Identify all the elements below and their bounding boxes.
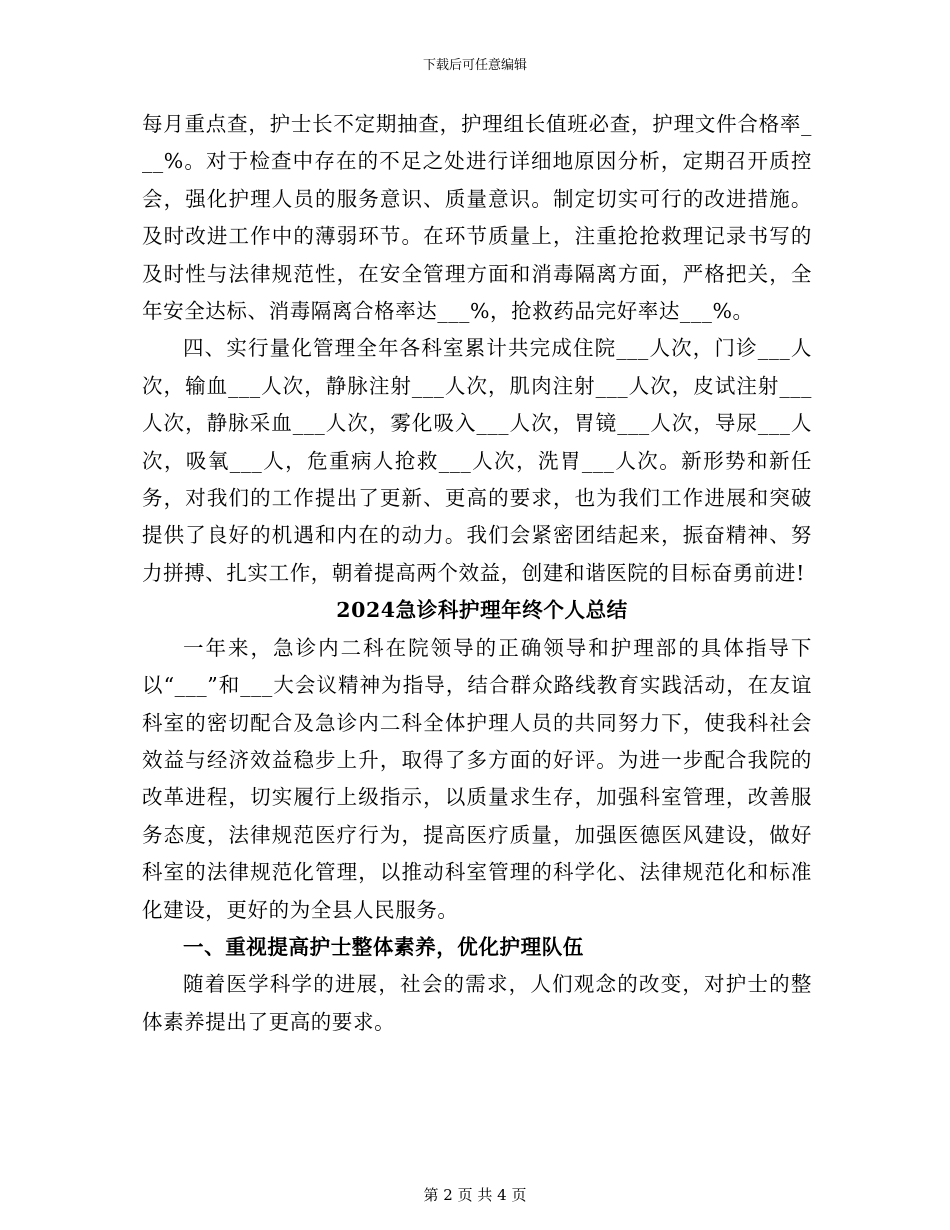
paragraph-medical-progress: 随着医学科学的进展，社会的需求，人们观念的改变，对护士的整体素养提出了更高的要求。 [142, 972, 812, 1034]
page-header: 下载后可任意编辑 [422, 58, 527, 73]
page-footer: 第 2 页 共 4 页 [423, 1186, 527, 1204]
section-heading-nurse-quality: 一、重视提高护士整体素养，优化护理队伍 [183, 934, 584, 959]
paragraph-quantified-management: 四、实行量化管理全年各科室累计共完成住院___人次，门诊___人次，输血___人次，静脉注射___人次，肌肉注射___人次，皮试注射___人次，静脉采血___人次，雾化吸入___人次，胃镜___人次，导尿___人次，吸氧___人，危重病人抢救___人次，洗胃___人次。新形势和新任务，对我们的工作提出了更新、更高的要求，也为我们工作进展和突破提供了良好的机遇和内在的动力。我们会紧密团结起来，振奋精神、努力拼搏、扎实工作，朝着提高两个效益，创建和谐医院的目标奋勇前进! [142, 336, 812, 585]
paragraph-year-overview: 一年来，急诊内二科在院领导的正确领导和护理部的具体指导下以“___”和___大会议精神为指导，结合群众路线教育实践活动，在友谊科室的密切配合及急诊内二科全体护理人员的共同努力下，使我科社会效益与经济效益稳步上升，取得了多方面的好评。为进一步配合我院的改革进程，切实履行上级指示，以质量求生存，加强科室管理，改善服务态度，法律规范医疗行为，提高医疗质量，加强医德医风建设，做好科室的法律规范化管理，以推动科室管理的科学化、法律规范化和标准化建设，更好的为全县人民服务。 [142, 635, 812, 922]
document-title: 2024急诊科护理年终个人总结 [336, 598, 628, 623]
document-body [142, 106, 812, 1041]
paragraph-quality-control: 每月重点查，护士长不定期抽查，护理组长值班必查，护理文件合格率___%。对于检查中存在的不足之处进行详细地原因分析，定期召开质控会，强化护理人员的服务意识、质量意识。制定切实可行的改进措施。及时改进工作中的薄弱环节。在环节质量上，注重抢抢救理记录书写的及时性与法律规范性，在安全管理方面和消毒隔离方面，严格把关，全年安全达标、消毒隔离合格率达___%，抢救药品完好率达___%。 [142, 112, 812, 324]
